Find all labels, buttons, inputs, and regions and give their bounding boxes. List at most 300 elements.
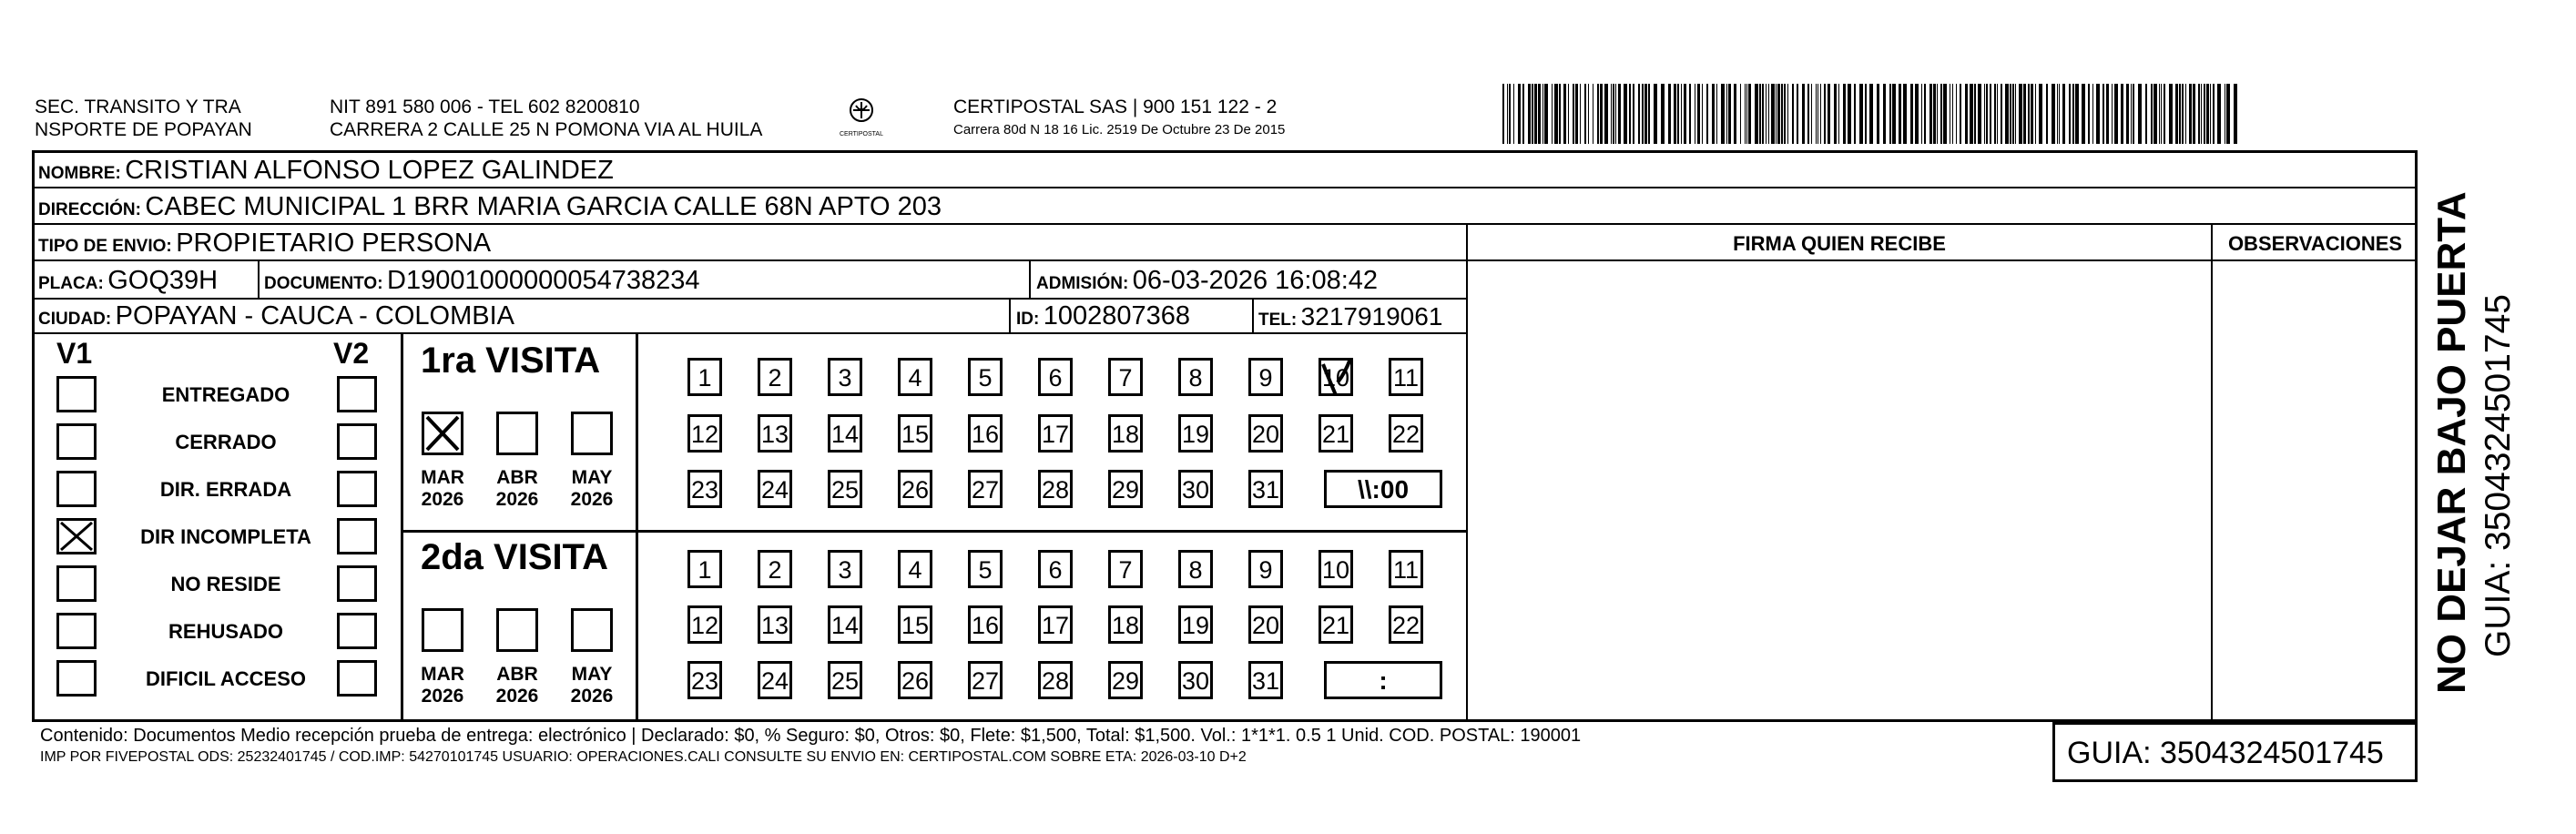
barcode-bar [1633,84,1634,144]
day-checkbox[interactable]: 29 [1108,470,1143,508]
tipo-label: TIPO DE ENVIO: [38,237,172,256]
time-field[interactable]: \\:00 [1324,470,1442,508]
day-checkbox[interactable]: 26 [898,661,932,699]
guia-box-number: GUIA: 3504324501745 [2067,736,2384,770]
barcode-bar [1615,84,1616,144]
day-checkbox[interactable]: 15 [898,605,932,644]
day-checkbox[interactable]: 20 [1248,414,1283,453]
day-checkbox[interactable]: 23 [687,661,722,699]
v1-checkbox[interactable] [56,423,97,460]
barcode-bar [2145,84,2147,144]
barcode-bar [2131,84,2132,144]
day-checkbox[interactable]: 20 [1248,605,1283,644]
day-checkbox[interactable]: 6 [1038,550,1073,588]
barcode-bar [2169,84,2173,144]
day-checkbox[interactable]: 11 [1389,358,1423,396]
company-line: CERTIPOSTAL SAS | 900 151 122 - 2 [953,97,1278,117]
header-underline [1466,259,2418,261]
barcode-bar [2226,84,2230,144]
barcode-bar [1600,84,1603,144]
barcode-bar [2164,84,2165,144]
barcode-bar [2193,84,2195,144]
day-checkbox[interactable]: 7 [1108,358,1143,396]
admision-cell [1036,266,1378,300]
month-label: MAY 2026 [570,467,614,510]
barcode-bar [2179,84,2181,144]
visit-divider [401,530,1466,533]
status-divider [401,332,403,719]
first-visit-title: 1ra VISITA [421,341,601,381]
barcode-bar [1792,84,1794,144]
barcode-bar [1611,84,1612,144]
month-label: MAR 2026 [421,664,464,707]
check-mark-icon [424,414,461,453]
day-checkbox[interactable]: 18 [1108,414,1143,453]
barcode-bar [1940,84,1942,144]
id-label: ID: [1016,310,1040,329]
barcode-bar [1787,84,1788,144]
documento-cell [264,266,700,300]
barcode-bar [1740,84,1741,144]
barcode-bar [2206,84,2209,144]
barcode-bar [1978,84,1981,144]
barcode-bar [2210,84,2211,144]
documento-value: D19001000000054738234 [387,266,700,295]
barcode-bar [1834,84,1837,144]
day-checkbox[interactable]: 1 [687,550,722,588]
barcode-bar [1994,84,1996,144]
barcode-bar [1674,84,1676,144]
v1-checkbox[interactable] [56,565,97,602]
id-cell [1016,301,1190,335]
day-checkbox[interactable]: 19 [1178,605,1213,644]
barcode [1502,84,2240,144]
barcode-bar [2005,84,2009,144]
day-checkbox[interactable]: 12 [687,414,722,453]
day-checkbox[interactable]: 25 [828,661,862,699]
nit-line: NIT 891 580 006 - TEL 602 8200810 [330,97,640,117]
day-checkbox[interactable]: 22 [1389,414,1423,453]
v2-checkbox[interactable] [337,423,377,460]
day-checkbox[interactable]: 9 [1248,550,1283,588]
day-checkbox[interactable]: 30 [1178,470,1213,508]
time-field[interactable]: : [1324,661,1442,699]
barcode-bar [1584,84,1586,144]
nombre-label: NOMBRE: [38,164,121,183]
barcode-bar [2133,84,2134,144]
day-checkbox[interactable]: 27 [968,661,1003,699]
barcode-bar [1661,84,1665,144]
barcode-bar [1811,84,1812,144]
status-label: DIR. ERRADA [159,478,292,501]
barcode-bar [1568,84,1569,144]
barcode-bar [2204,84,2205,144]
barcode-bar [1755,84,1758,144]
day-checkbox[interactable]: 24 [758,470,792,508]
day-checkbox[interactable]: 8 [1178,358,1213,396]
barcode-bar [1513,84,1514,144]
month-label: ABR 2026 [495,664,539,707]
barcode-bar [1748,84,1751,144]
barcode-bar [1624,84,1627,144]
barcode-bar [1554,84,1558,144]
day-checkbox[interactable]: 21 [1319,414,1353,453]
status-label: REHUSADO [168,620,283,643]
barcode-bar [1507,84,1508,144]
month-divider [636,332,638,719]
placa-cell [38,266,218,300]
barcode-bar [1933,84,1936,144]
footer-contents-line: Contenido: Documentos Medio recepción prueba de entrega: electrónico | Declarado: $0, % Seguro: $0, Otros: $0, Flete: $1,500, Total: $1,500. Vol.: 1*1*1. 0.5 1 Unid. COD. POSTAL: 190001 [40,726,1582,746]
barcode-bar [1538,84,1541,144]
barcode-bar [2182,84,2184,144]
month-label: ABR 2026 [495,467,539,510]
barcode-bar [1642,84,1644,144]
sender-line-1: SEC. TRANSITO Y TRA [35,97,241,117]
day-checkbox[interactable]: 31 [1248,661,1283,699]
barcode-bar [1684,84,1686,144]
documento-label: DOCUMENTO: [264,274,383,293]
barcode-bar [2106,84,2109,144]
day-checkbox[interactable]: 5 [968,550,1003,588]
day-checkbox[interactable]: 12 [687,605,722,644]
day-checkbox[interactable]: 5 [968,358,1003,396]
barcode-bar [1771,84,1775,144]
company-block [953,96,1285,141]
barcode-bar [2062,84,2065,144]
admision-label: ADMISIÓN: [1036,274,1129,293]
barcode-bar [1613,84,1614,144]
id-value: 1002807368 [1043,301,1191,331]
status-label: NO RESIDE [170,573,281,595]
barcode-bar [1889,84,1891,144]
barcode-bar [1910,84,1913,144]
barcode-bar [1528,84,1531,144]
nombre-value: CRISTIAN ALFONSO LOPEZ GALINDEZ [125,156,614,185]
barcode-bar [1677,84,1679,144]
barcode-bar [2159,84,2160,144]
day-checkbox[interactable]: 30 [1178,661,1213,699]
barcode-bar [1762,84,1764,144]
barcode-bar [2189,84,2192,144]
barcode-bar [1509,84,1511,144]
barcode-bar [1522,84,1524,144]
barcode-bar [1597,84,1599,144]
month-checkbox[interactable] [496,412,538,455]
barcode-bar [2046,84,2048,144]
barcode-bar [2082,84,2085,144]
barcode-bar [2075,84,2079,144]
status-label: CERRADO [175,431,277,453]
day-checkbox[interactable]: 28 [1038,470,1073,508]
day-checkbox[interactable]: 10 [1319,550,1353,588]
tel-value: 3217919061 [1300,302,1443,331]
footer-print-line: IMP POR FIVEPOSTAL ODS: 25232401745 / COD.IMP: 54270101745 USUARIO: OPERACIONES.CALI CONSULTE SU ENVIO EN: CERTIPOSTAL.COM SOBRE ETA: 2026-03-10 D+2 [40,749,1247,765]
admision-value: 06-03-2026 16:08:42 [1132,266,1379,295]
barcode-bar [1746,84,1747,144]
barcode-bar [2001,84,2002,144]
barcode-bar [1854,84,1856,144]
barcode-bar [1877,84,1879,144]
check-mark-icon [59,521,94,552]
second-visit-title: 2da VISITA [421,537,608,577]
barcode-bar [1824,84,1826,144]
barcode-bar [1990,84,1991,144]
certipostal-logo-icon [836,92,887,143]
day-checkbox[interactable]: 4 [898,550,932,588]
cell-divider [1252,298,1254,332]
barcode-bar [2114,84,2118,144]
barcode-bar [1869,84,1873,144]
barcode-bar [1689,84,1691,144]
barcode-bar [2012,84,2014,144]
barcode-bar [1843,84,1846,144]
barcode-bar [1745,84,1746,144]
barcode-bar [1580,84,1581,144]
barcode-bar [1776,84,1777,144]
barcode-bar [1706,84,1708,144]
barcode-bar [2028,84,2030,144]
observaciones-header: OBSERVACIONES [2227,232,2403,255]
barcode-bar [1668,84,1671,144]
direccion-label: DIRECCIÓN: [38,200,141,219]
day-checkbox[interactable]: 16 [968,605,1003,644]
barcode-bar [2161,84,2162,144]
barcode-bar [1820,84,1821,144]
barcode-bar [2153,84,2157,144]
company-address: Carrera 80d N 18 16 Lic. 2519 De Octubre 23 De 2015 [953,122,1286,137]
check-mark-icon [1318,355,1358,401]
day-checkbox[interactable]: 8 [1178,550,1213,588]
barcode-bar [1865,84,1867,144]
side-guia-number: GUIA: 3504324501745 [2479,294,2518,657]
day-checkbox[interactable]: 23 [687,470,722,508]
barcode-bar [2234,84,2237,144]
day-checkbox[interactable]: 29 [1108,661,1143,699]
v1-checkbox[interactable] [56,613,97,649]
tipo-row [38,229,491,262]
barcode-bar [1956,84,1957,144]
barcode-bar [1903,84,1907,144]
barcode-bar [1721,84,1725,144]
barcode-bar [1797,84,1798,144]
placa-value: GOQ39H [107,266,219,295]
barcode-bar [2201,84,2202,144]
barcode-bar [2010,84,2011,144]
day-checkbox[interactable]: 25 [828,470,862,508]
barcode-bar [1575,84,1578,144]
barcode-bar [2103,84,2104,144]
address-line: CARRERA 2 CALLE 25 N POMONA VIA AL HUILA [330,119,763,140]
barcode-bar [1681,84,1682,144]
nombre-row [38,156,614,189]
barcode-bar [1802,84,1805,144]
day-checkbox[interactable]: 14 [828,605,862,644]
barcode-bar [1784,84,1786,144]
sender-line-2: NSPORTE DE POPAYAN [35,119,252,140]
v1-checkbox[interactable] [56,660,97,697]
status-label: DIR INCOMPLETA [140,525,311,548]
barcode-bar [2019,84,2022,144]
svg-text:CERTIPOSTAL: CERTIPOSTAL [840,131,883,137]
day-checkbox[interactable]: 14 [828,414,862,453]
col-divider-firma [1466,223,1468,719]
day-checkbox[interactable]: 9 [1248,358,1283,396]
day-checkbox[interactable]: 1 [687,358,722,396]
v1-checkbox[interactable] [56,376,97,412]
barcode-bar [2126,84,2129,144]
barcode-bar [2023,84,2026,144]
barcode-bar [1838,84,1839,144]
day-checkbox[interactable]: 18 [1108,605,1143,644]
barcode-bar [1859,84,1863,144]
day-checkbox[interactable]: 2 [758,358,792,396]
barcode-bar [1768,84,1769,144]
tipo-value: PROPIETARIO PERSONA [176,229,492,258]
barcode-bar [2039,84,2042,144]
month-checkbox[interactable] [422,608,463,652]
barcode-bar [1943,84,1947,144]
barcode-bar [1629,84,1631,144]
month-checkbox[interactable] [422,412,463,455]
no-dejar-warning: NO DEJAR BAJO PUERTA [2429,191,2474,694]
day-checkbox[interactable]: 26 [898,470,932,508]
direccion-row [38,192,942,226]
day-checkbox[interactable]: 21 [1319,605,1353,644]
day-checkbox[interactable]: 17 [1038,414,1073,453]
barcode-bar [2057,84,2058,144]
v2-checkbox[interactable] [337,471,377,507]
barcode-bar [1997,84,1998,144]
barcode-bar [1534,84,1537,144]
barcode-bar [1502,84,1504,144]
v1-checkbox[interactable] [56,518,97,554]
v2-checkbox[interactable] [337,376,377,412]
barcode-bar [1892,84,1896,144]
barcode-bar [1970,84,1973,144]
placa-label: PLACA: [38,274,104,293]
status-label: DIFICIL ACCESO [145,667,306,690]
barcode-bar [1563,84,1566,144]
barcode-bar [2121,84,2123,144]
barcode-bar [1915,84,1919,144]
barcode-bar [1848,84,1851,144]
barcode-bar [1532,84,1533,144]
cell-divider [258,261,260,298]
day-checkbox[interactable]: 15 [898,414,932,453]
day-checkbox[interactable]: 16 [968,414,1003,453]
barcode-bar [1921,84,1922,144]
barcode-bar [1518,84,1521,144]
barcode-bar [1644,84,1647,144]
barcode-bar [1929,84,1932,144]
month-checkbox[interactable] [496,608,538,652]
nit-block [330,96,762,141]
day-checkbox[interactable]: 10 [1319,358,1353,396]
month-label: MAR 2026 [421,467,464,510]
month-checkbox[interactable] [571,608,613,652]
barcode-bar [1965,84,1968,144]
day-checkbox[interactable]: 13 [758,605,792,644]
day-checkbox[interactable]: 13 [758,414,792,453]
month-label: MAY 2026 [570,664,614,707]
col-divider-observaciones [2211,223,2213,719]
barcode-bar [1974,84,1976,144]
cell-divider [1029,261,1031,298]
day-checkbox[interactable]: 28 [1038,661,1073,699]
day-checkbox[interactable]: 7 [1108,550,1143,588]
barcode-bar [2092,84,2093,144]
barcode-bar [2035,84,2036,144]
barcode-bar [1559,84,1561,144]
v1-checkbox[interactable] [56,471,97,507]
barcode-bar [1588,84,1589,144]
barcode-bar [1807,84,1809,144]
day-checkbox[interactable]: 22 [1389,605,1423,644]
barcode-bar [2015,84,2016,144]
barcode-bar [1759,84,1761,144]
month-checkbox[interactable] [571,412,613,455]
barcode-bar [1960,84,1961,144]
ciudad-value: POPAYAN - CAUCA - COLOMBIA [115,301,514,331]
day-checkbox[interactable]: 3 [828,550,862,588]
barcode-bar [1728,84,1731,144]
barcode-bar [1726,84,1727,144]
day-checkbox[interactable]: 2 [758,550,792,588]
day-checkbox[interactable]: 17 [1038,605,1073,644]
barcode-bar [1883,84,1886,144]
v2-checkbox[interactable] [337,613,377,649]
barcode-bar [2198,84,2200,144]
barcode-bar [1899,84,1901,144]
barcode-bar [2151,84,2153,144]
barcode-bar [1984,84,1985,144]
barcode-bar [1777,84,1780,144]
day-checkbox[interactable]: 19 [1178,414,1213,453]
v2-checkbox[interactable] [337,660,377,697]
day-checkbox[interactable]: 27 [968,470,1003,508]
barcode-bar [2072,84,2074,144]
day-checkbox[interactable]: 11 [1389,550,1423,588]
v2-checkbox[interactable] [337,518,377,554]
direccion-value: CABEC MUNICIPAL 1 BRR MARIA GARCIA CALLE 68N APTO 203 [145,192,942,221]
barcode-bar [2138,84,2142,144]
v2-checkbox[interactable] [337,565,377,602]
day-checkbox[interactable]: 4 [898,358,932,396]
v1-label: V1 [56,337,93,370]
barcode-bar [1781,84,1783,144]
barcode-bar [1924,84,1926,144]
day-checkbox[interactable]: 3 [828,358,862,396]
barcode-bar [1766,84,1767,144]
barcode-bar [1816,84,1817,144]
tel-cell [1258,302,1442,336]
day-checkbox[interactable]: 31 [1248,470,1283,508]
barcode-bar [1817,84,1818,144]
barcode-bar [1734,84,1736,144]
barcode-bar [1618,84,1621,144]
sender-block [35,96,252,141]
barcode-bar [1937,84,1938,144]
barcode-bar [2217,84,2221,144]
barcode-bar [2031,84,2033,144]
v2-label: V2 [333,337,370,370]
day-checkbox[interactable]: 6 [1038,358,1073,396]
barcode-bar [2096,84,2100,144]
barcode-bar [1712,84,1715,144]
day-checkbox[interactable]: 24 [758,661,792,699]
barcode-bar [1648,84,1650,144]
